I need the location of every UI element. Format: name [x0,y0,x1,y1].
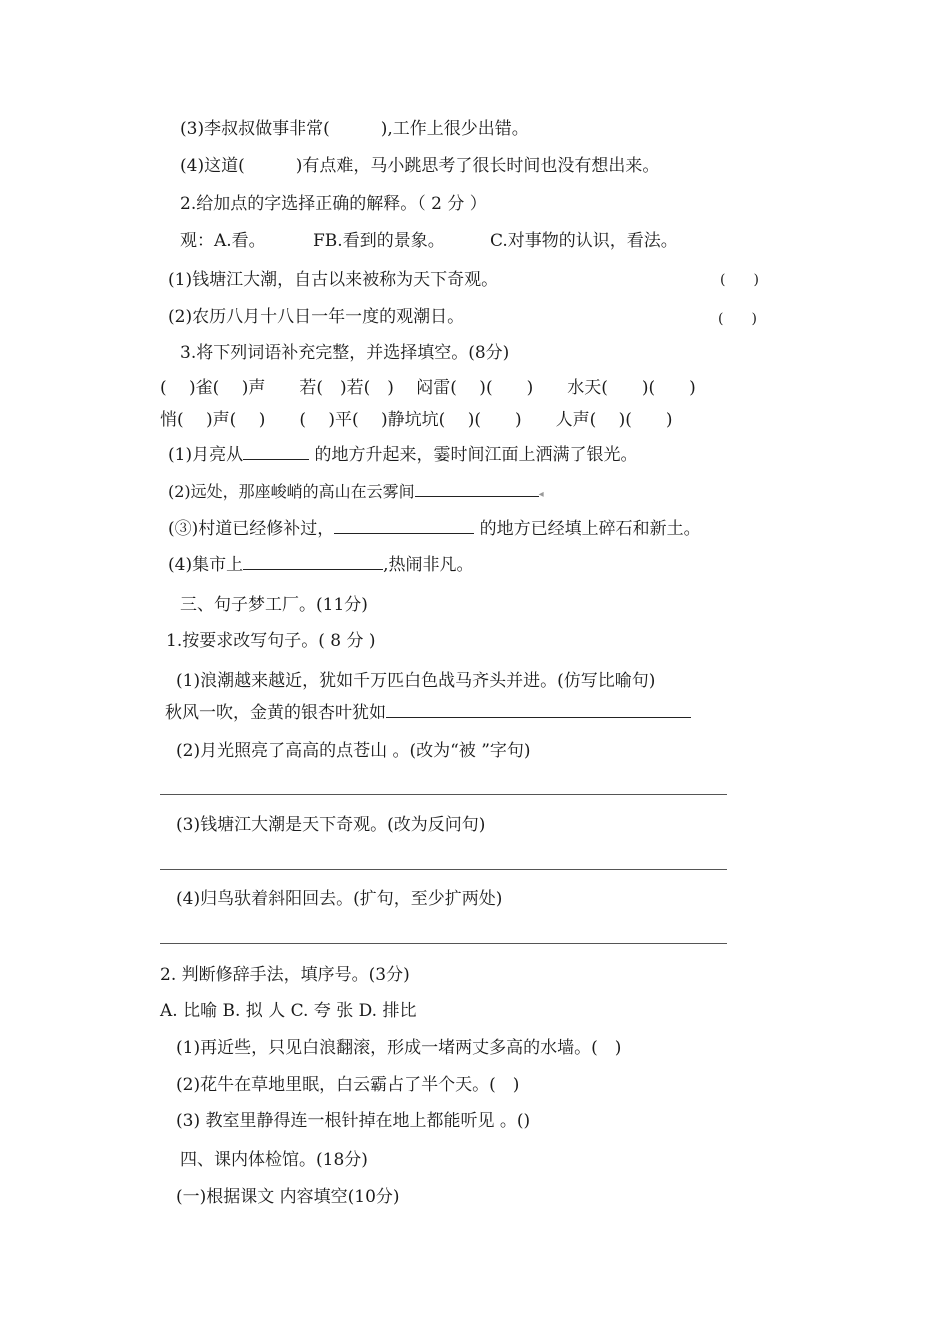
stray-mark: ◂ [538,489,544,500]
question-2-2-2: (2)农历八月十八日一年一度的观潮日。 [168,307,465,327]
question-3-1-2: (2)月光照亮了高高的点苍山 。(改为“被 ”字句) [176,741,531,761]
answer-blank[interactable] [334,517,474,534]
word-fill-row-2: 悄( )声( ) ( )平( )静坑坑( )( ) 人声( )( ) [160,410,673,430]
section-4-sub-1: (一)根据课文 内容填空(10分) [176,1187,400,1207]
question-2-2-1: (1)钱塘江大潮，自古以来被称为天下奇观。 [168,270,499,290]
section-3-title: 三、句子梦工厂。(11分) [180,595,368,615]
question-2-3-4 [168,553,474,576]
answer-blank[interactable] [243,443,309,460]
question-3-2-1: (1)再近些，只见白浪翻滚，形成一堵两丈多高的水墙。( ) [176,1038,622,1058]
question-2-1-3: (3)李叔叔做事非常( ),工作上很少出错。 [180,119,529,139]
question-3-1-title: 1.按要求改写句子。( 8 分 ) [166,631,376,651]
definition-b: FB.看到的景象。 [313,231,445,251]
rhetoric-options: A. 比喻 B. 拟 人 C. 夸 张 D. 排比 [160,1001,417,1021]
question-3-2-3: (3) 教室里静得连一根针掉在地上都能听见 。() [176,1111,531,1131]
question-2-3-3 [168,517,701,540]
question-3-1-1: (1)浪潮越来越近，犹如千万匹白色战马齐头并进。(仿写比喻句) [176,671,656,691]
question-3-1-1-lead: 秋风一吹，金黄的银杏叶犹如 [165,703,386,723]
answer-line[interactable] [160,869,727,870]
answer-paren-2: ( ) [718,311,757,327]
question-2-3-1-lead: (1)月亮从 [168,445,244,465]
section-4-title: 四、课内体检馆。(18分) [180,1150,368,1170]
question-3-2-2: (2)花牛在草地里眠，白云霸占了半个天。( ) [176,1075,520,1095]
question-3-2-title: 2. 判断修辞手法，填序号。(3分) [160,965,410,985]
answer-paren-1: ( ) [720,272,759,288]
question-2-3-1-tail: 的地方升起来，霎时间江面上洒满了银光。 [309,445,638,465]
question-2-3-2 [168,480,544,506]
definition-a: 观：A.看。 [180,231,266,251]
word-fill-row-1: ( )雀( )声 若( )若( ) 闷雷( )( ) 水天( )( ) [160,378,696,398]
answer-blank[interactable] [386,701,691,718]
question-3-1-3: (3)钱塘江大潮是天下奇观。(改为反问句) [176,815,486,835]
question-2-3-title: 3.将下列词语补充完整，并选择填空。(8分) [180,343,510,363]
definition-c: C.对事物的认识，看法。 [490,231,678,251]
answer-blank[interactable] [415,480,539,497]
question-3-1-1-answer-line [165,701,691,724]
question-2-2-title: 2.给加点的字选择正确的解释。（ 2 分 ） [180,194,487,214]
question-2-3-3-lead: (③)村道已经修补过， [168,519,335,539]
question-3-1-4: (4)归鸟驮着斜阳回去。(扩句，至少扩两处) [176,889,503,909]
answer-blank[interactable] [243,553,383,570]
question-2-3-2-lead: (2)远处，那座峻峭的高山在云雾间 [168,482,415,501]
question-2-3-1 [168,443,638,466]
question-2-1-4: (4)这道( )有点难，马小跳思考了很长时间也没有想出来。 [180,156,660,176]
question-2-3-4-lead: (4)集市上 [168,555,244,575]
answer-line[interactable] [160,794,727,795]
answer-line[interactable] [160,943,727,944]
question-2-3-4-tail: ,热闹非凡。 [383,555,474,575]
question-2-3-3-tail: 的地方已经填上碎石和新土。 [474,519,701,539]
